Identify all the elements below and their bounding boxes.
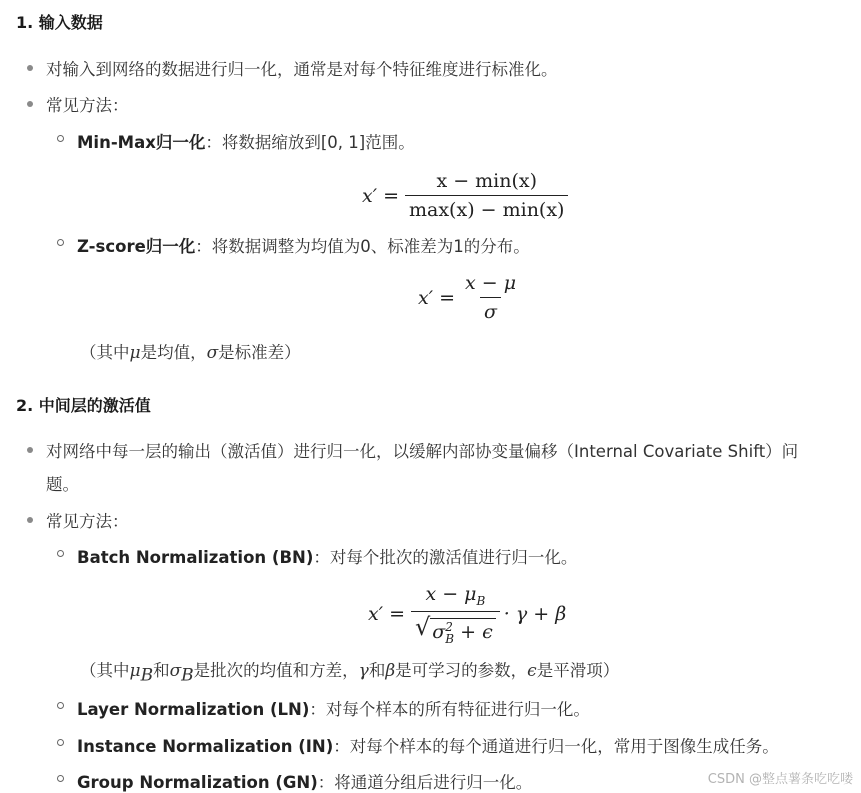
gn-title: Group Normalization (GN) xyxy=(77,773,318,792)
in-item xyxy=(77,733,779,757)
bn-note-mu-sub: B xyxy=(140,665,154,686)
bn-note-beta: β xyxy=(385,661,396,681)
bn-formula xyxy=(368,583,566,645)
in-title: Instance Normalization (IN) xyxy=(77,737,334,756)
bn-den-eps: + ϵ xyxy=(460,620,493,643)
bullet-dot xyxy=(27,65,33,71)
zscore-denominator: σ xyxy=(480,297,501,323)
bn-note-open: （其中 xyxy=(80,661,130,680)
bullet-dot xyxy=(27,447,33,453)
minmax-lhs: x′ = xyxy=(362,184,399,207)
minmax-formula xyxy=(362,170,568,221)
zscore-lhs: x′ = xyxy=(418,286,455,309)
bn-note xyxy=(80,657,619,685)
zscore-item xyxy=(77,233,530,257)
ln-item xyxy=(77,696,590,720)
minmax-fraction xyxy=(405,170,568,221)
minmax-desc: ：将数据缩放到[0, 1]范围。 xyxy=(205,133,415,152)
bn-lhs: x′ = xyxy=(368,602,405,625)
zscore-fraction xyxy=(461,272,520,323)
gn-item xyxy=(77,769,532,793)
bn-title: Batch Normalization (BN) xyxy=(77,548,314,567)
watermark: CSDN @整点薯条吃吃喽 xyxy=(707,772,853,787)
minmax-numerator: x − min(x) xyxy=(436,170,538,192)
bn-den-sub: B xyxy=(445,631,455,646)
bn-num-sub: B xyxy=(476,593,486,608)
sub-bullet-circle xyxy=(57,739,64,746)
zscore-note xyxy=(80,339,301,363)
bn-note-and1: 和 xyxy=(153,661,170,680)
bn-note-sigma: σ xyxy=(169,661,182,681)
ln-title: Layer Normalization (LN) xyxy=(77,700,310,719)
bullet-dot xyxy=(27,101,33,107)
bn-sqrt xyxy=(415,612,496,646)
zscore-formula xyxy=(418,272,520,323)
section1-heading: 1. 输入数据 xyxy=(16,13,103,32)
bn-numerator xyxy=(421,583,489,611)
note-mu: μ xyxy=(129,343,141,363)
bn-sqrt-body xyxy=(430,618,495,645)
note-open: （其中 xyxy=(80,343,130,362)
sub-bullet-circle xyxy=(57,775,64,782)
zscore-numerator: x − μ xyxy=(465,272,517,294)
sub-bullet-circle xyxy=(57,550,64,557)
zscore-title: Z-score归一化 xyxy=(77,237,196,256)
note-sigma: σ xyxy=(206,343,219,363)
bn-desc: ：对每个批次的激活值进行归一化。 xyxy=(313,548,578,567)
sub-bullet-circle xyxy=(57,702,64,709)
bn-num-x: x − μ xyxy=(425,583,477,605)
note-end: 是标准差） xyxy=(218,343,301,362)
minmax-item xyxy=(77,129,415,153)
bn-rhs: · γ + β xyxy=(503,602,567,625)
bn-note-mid: 是批次的均值和方差， xyxy=(193,661,359,680)
bn-note-mu: μ xyxy=(129,661,141,681)
ln-desc: ：对每个样本的所有特征进行归一化。 xyxy=(309,700,590,719)
section1-bullet2: 常见方法： xyxy=(46,96,129,115)
bn-note-and2: 和 xyxy=(368,661,386,680)
section2-bullet1-line2: 题。 xyxy=(46,475,79,494)
sub-bullet-circle xyxy=(57,135,64,142)
sub-bullet-circle xyxy=(57,239,64,246)
bn-item xyxy=(77,544,577,568)
minmax-title: Min-Max归一化 xyxy=(77,133,206,152)
bullet-dot xyxy=(27,517,33,523)
bn-note-mid2: 是可学习的参数， xyxy=(395,661,528,680)
bn-fraction xyxy=(411,583,500,645)
gn-desc: ：将通道分组后进行归一化。 xyxy=(317,773,533,792)
zscore-desc: ：将数据调整为均值为0、标准差为1的分布。 xyxy=(195,237,530,256)
in-desc: ：对每个样本的每个通道进行归一化，常用于图像生成任务。 xyxy=(333,737,779,756)
bn-note-eps: ϵ xyxy=(527,661,537,681)
bn-den-sup: 2 xyxy=(445,619,453,634)
section1-bullet1: 对输入到网络的数据进行归一化，通常是对每个特征维度进行标准化。 xyxy=(46,60,558,79)
note-mid: 是均值， xyxy=(140,343,207,362)
section2-heading: 2. 中间层的激活值 xyxy=(16,396,151,415)
bn-note-end: 是平滑项） xyxy=(536,661,620,680)
minmax-denominator: max(x) − min(x) xyxy=(405,195,568,221)
sqrt-symbol: √ xyxy=(415,612,431,641)
bn-denominator xyxy=(411,611,500,645)
section2-bullet1-line1: 对网络中每一层的输出（激活值）进行归一化，以缓解内部协变量偏移（Internal Covariate Shift）问 xyxy=(46,442,799,461)
bn-note-sigma-sub: B xyxy=(181,665,194,686)
section2-bullet2: 常见方法： xyxy=(46,512,129,531)
bn-note-gamma: γ xyxy=(358,661,369,681)
bn-den-sigma: σ xyxy=(432,620,446,643)
